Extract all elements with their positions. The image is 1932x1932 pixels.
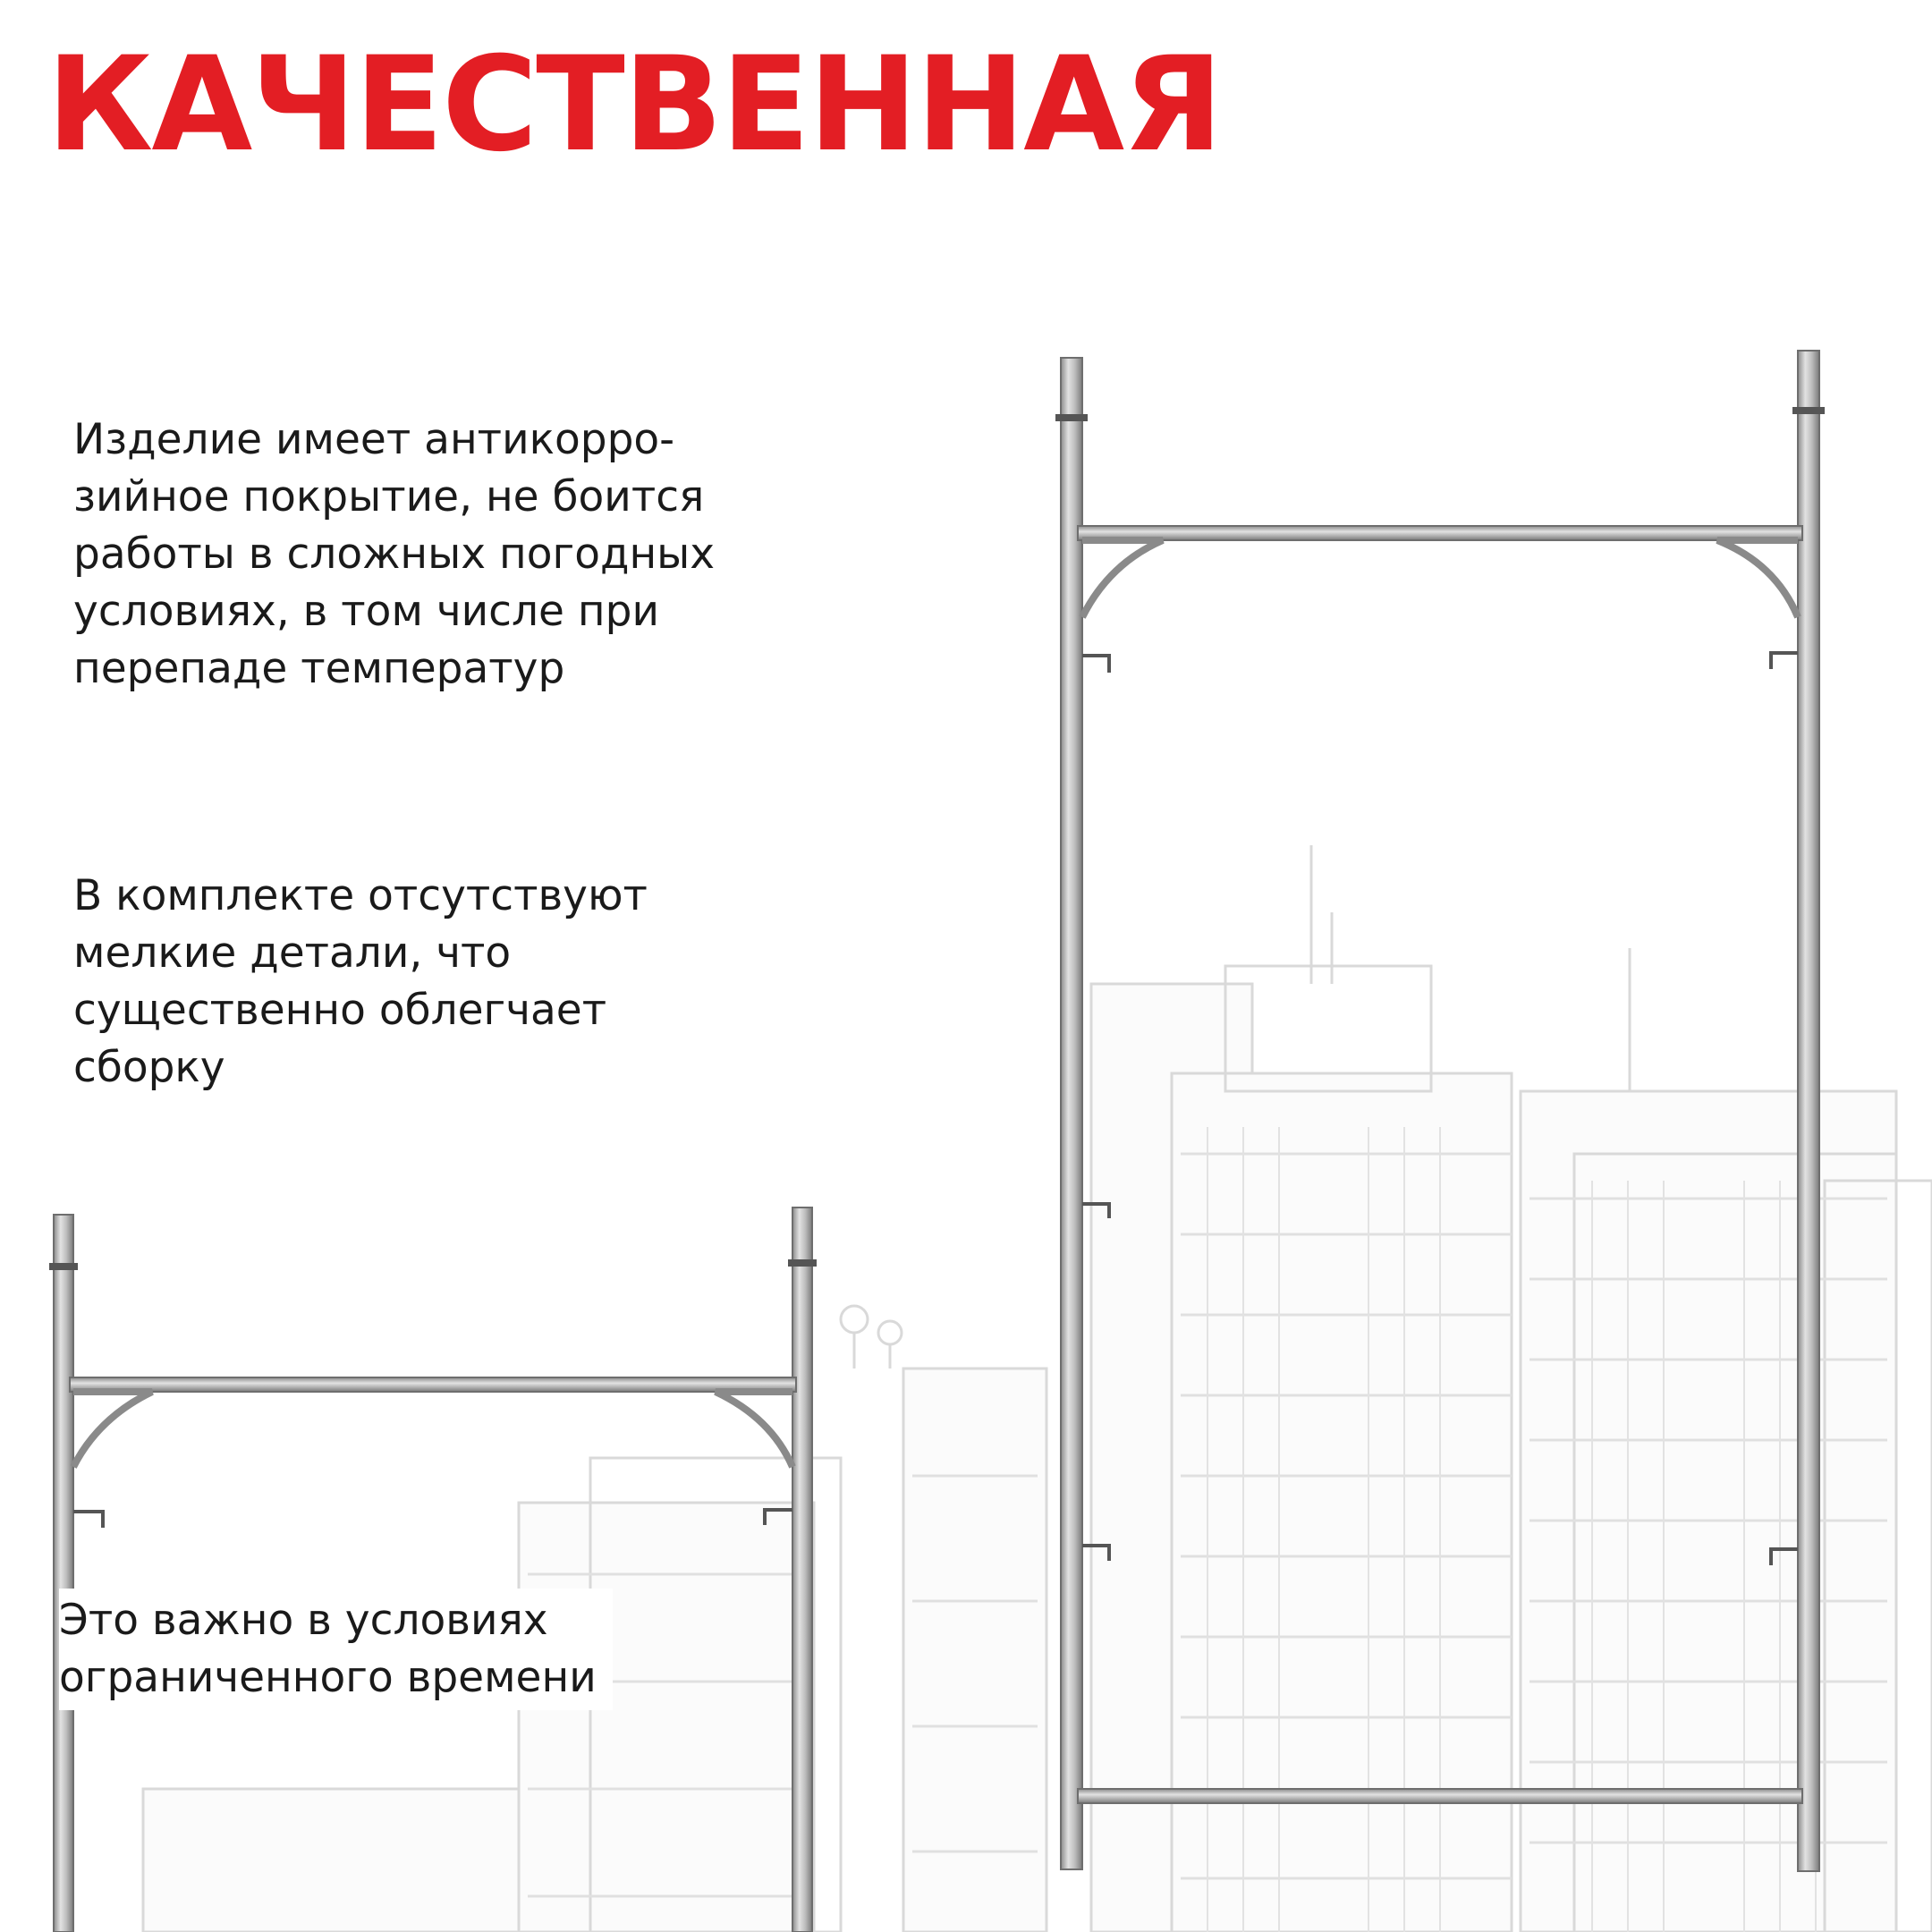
feature-text-corrosion (73, 411, 715, 698)
text-line: перепаде температур (73, 644, 565, 693)
text-line: Это важно в условиях (59, 1596, 548, 1645)
text-line: В комплекте отсутствуют (73, 871, 648, 920)
text-line: ограниченного времени (59, 1653, 597, 1702)
text-line: существенно облегчает (73, 986, 607, 1035)
feature-text-time (59, 1589, 613, 1710)
feature-text-assembly (73, 868, 648, 1097)
text-line: Изделие имеет антикорро- (73, 415, 675, 464)
page-title: КАЧЕСТВЕННАЯ (47, 29, 1222, 181)
text-line: работы в сложных погодных (73, 530, 716, 579)
text-line: мелкие детали, что (73, 928, 512, 978)
text-line: условиях, в том числе при (73, 587, 659, 636)
text-line: сборку (73, 1043, 225, 1092)
text-line: зийное покрытие, не боится (73, 472, 705, 521)
